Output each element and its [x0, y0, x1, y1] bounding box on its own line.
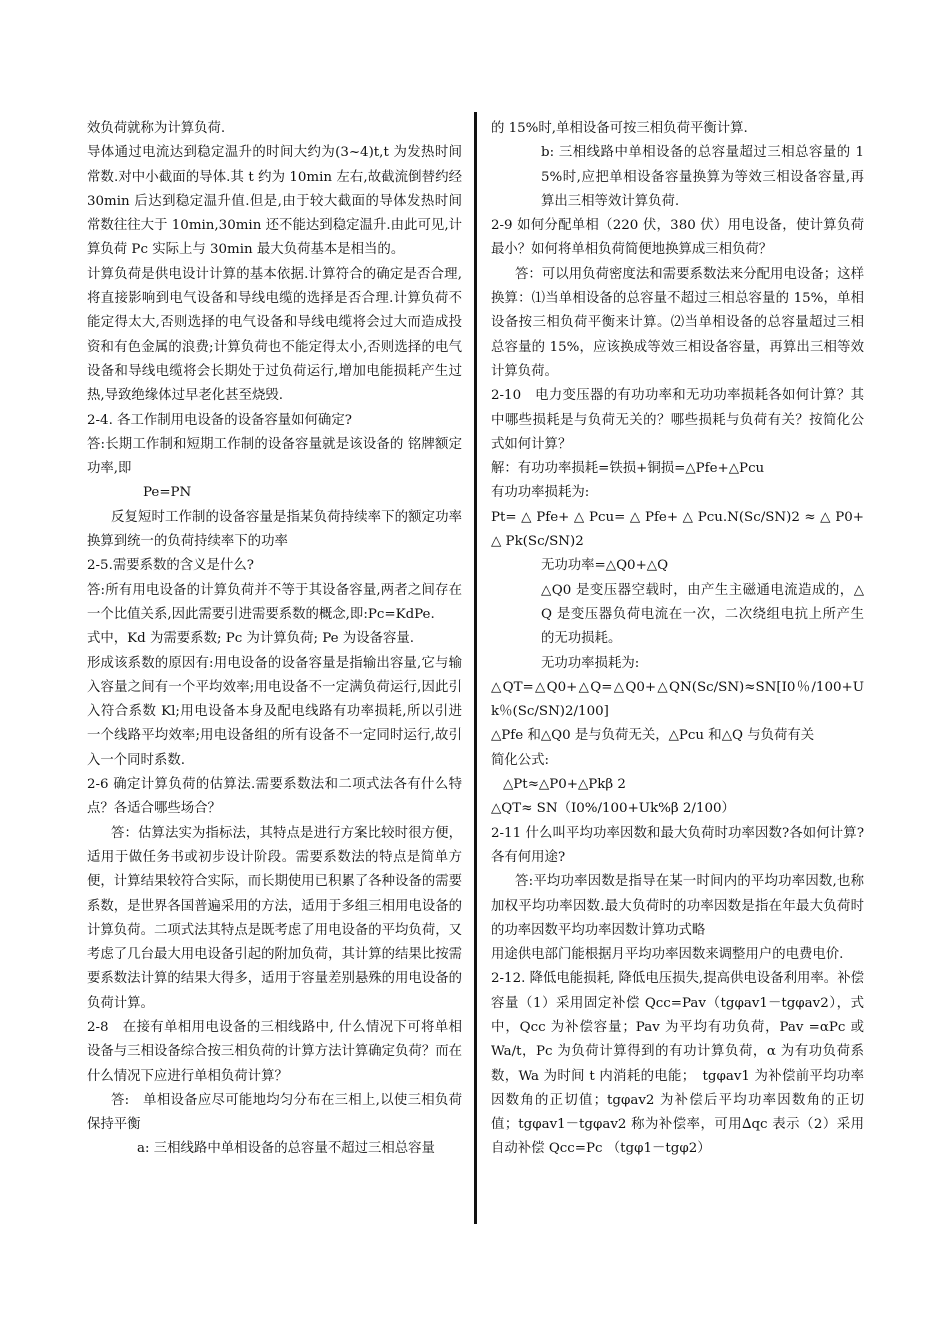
right-column: [491, 117, 864, 1162]
formula: △QT=△Q0+△Q=△Q0+△QN(Sc/SN)≈SN[I0％/100+Uk％(Sc/SN)2/100]: [491, 679, 864, 720]
paragraph: 答:所有用电设备的计算负荷并不等于其设备容量,两者之间存在一个比值关系,因此需要引进需要系数的概念,即:Pc=KdPe.: [87, 582, 462, 622]
paragraph: 的 15%时,单相设备可按三相负荷平衡计算.: [491, 121, 748, 136]
question-heading: 2-6 确定计算负荷的估算法.需要系数法和二项式法各有什么特点？各适合哪些场合？: [87, 777, 462, 817]
paragraph: 形成该系数的原因有:用电设备的设备容量是指输出容量,它与输入容量之间有一个平均效率;用电设备不一定满负荷运行,因此引入符合系数 Kl;用电设备本身及配电线路有功率损耗,所以引进一个线路平均效率;用电设备组的所有设备不一定同时运行,故引入一个同时系数.: [87, 655, 462, 768]
question-heading: 2-4. 各工作制用电设备的设备容量如何确定?: [87, 412, 352, 428]
paragraph: 答: 单相设备应尽可能地均匀分布在三相上,以使三相负荷保持平衡: [87, 1092, 462, 1133]
paragraph: 答:平均功率因数是指导在某一时间内的平均功率因数,也称加权平均功率因数.最大负荷时的功率因数是指在年最大负荷时的功率因数平均功率因数计算功式略: [491, 874, 864, 938]
question-heading: 2-11 什么叫平均功率因数和最大负荷时功率因数?各如何计算?各有何用途?: [491, 825, 864, 865]
paragraph: a: 三相线路中单相设备的总容量不超过三相总容量: [137, 1141, 435, 1157]
paragraph: 有功功率损耗为:: [491, 485, 590, 501]
paragraph: 解：有功功率损耗=铁损+铜损=△Pfe+△Pcu: [491, 461, 765, 477]
paragraph: 导体通过电流达到稳定温升的时间大约为(3~4)t,t 为发热时间常数.对中小截面的导体.其 t 约为 10min 左右,故截流倒替约经 30min 后达到稳定温升值.但是,由于较大截面的导体发热时间常数往往大于 10min,30min 还不能达到稳定温升.由此可见,计算负荷 Pc 实际上与 30min 最大负荷基本是相当的。: [87, 145, 462, 258]
paragraph: 答：可以用负荷密度法和需要系数法来分配用电设备；这样换算：⑴当单相设备的总容量不超过三相总容量的 15%，单相设备按三相负荷平衡来计算。⑵当单相设备的总容量超过三相总容量的 15%，应该换成等效三相设备容量，再算出三相等效计算负荷。: [491, 266, 864, 379]
paragraph: b: 三相线路中单相设备的总容量超过三相总容量的 15%时,应把单相设备容量换算为等效三相设备容量,再算出三相等效计算负荷.: [541, 145, 864, 209]
question-heading: 2-8 在接有单相用电设备的三相线路中, 什么情况下可将单相设备与三相设备综合按三相负荷的计算方法计算确定负荷？而在什么情况下应进行单相负荷计算？: [87, 1019, 462, 1084]
paragraph: 用途供电部门能根据月平均功率因数来调整用户的电费电价.: [491, 947, 844, 963]
paragraph: 反复短时工作制的设备容量是指某负荷持续率下的额定功率换算到统一的负荷持续率下的功率: [87, 509, 462, 550]
paragraph: 答：估算法实为指标法，其特点是进行方案比较时很方便，适用于做任务书或初步设计阶段。需要系数法的特点是简单方便，计算结果较符合实际，而长期使用已积累了各种设备的需要系数，是世界各国普遍采用的方法，适用于多组三相用电设备的计算负荷。二项式法其特点是既考虑了用电设备的平均负荷，又考虑了几台最大用电设备引起的附加负荷，其计算的结果比按需要系数法计算的结果大得多，适用于容量差别悬殊的用电设备的负荷计算。: [87, 825, 462, 1011]
paragraph: △Pfe 和△Q0 是与负荷无关，△Pcu 和△Q 与负荷有关: [491, 728, 815, 744]
paragraph: 效负荷就称为计算负荷.: [87, 121, 226, 136]
question-heading: 2-5.需要系数的含义是什么?: [87, 558, 254, 574]
paragraph: 答:长期工作制和短期工作制的设备容量就是该设备的 铭牌额定功率,即: [87, 436, 462, 477]
paragraph: 简化公式:: [491, 752, 550, 768]
formula: △Pt≈△P0+△Pkβ 2: [503, 777, 626, 793]
formula: Pt= △ Pfe+ △ Pcu= △ Pfe+ △ Pcu.N(Sc/SN)2 ≈ △ P0+ △ Pk(Sc/SN)2: [491, 509, 864, 550]
formula: △QT≈ SN（I0%/100+Uk%β 2/100）: [491, 801, 735, 817]
paragraph: 2-12. 降低电能损耗, 降低电压损失,提高供电设备利用率。补偿容量（1）采用固定补偿 Qcc=Pav（tgφav1－tgφav2），式中，Qcc 为补偿容量；Pav 为平均有功负荷，Pav =αPc 或 Wa/t，Pc 为负荷计算得到的有功计算负荷，α 为有功负荷系数，Wa 为时间 t 内消耗的电能； tgφav1 为补偿前平均功率因数角的正切值；tgφav2 为补偿后平均功率因数角的正切值；tgφav1－tgφav2 称为补偿率，可用∆qc 表示（2）采用自动补偿 Qcc=Pc （tgφ1－tgφ2）: [491, 971, 864, 1157]
question-heading: 2-10 电力变压器的有功功率和无功功率损耗各如何计算？其中哪些损耗是与负荷无关的？哪些损耗与负荷有关？按简化公式如何计算？: [491, 388, 864, 452]
question-heading: 2-9 如何分配单相（220 伏，380 伏）用电设备，使计算负荷最小？如何将单相负荷简便地换算成三相负荷？: [491, 218, 864, 258]
paragraph: 无功功率损耗为:: [541, 655, 640, 671]
left-column: [87, 117, 462, 1162]
column-divider: [474, 112, 477, 1224]
paragraph: △Q0 是变压器空载时，由产生主磁通电流造成的，△Q 是变压器负荷电流在一次，二次绕组电抗上所产生的无功损耗。: [541, 582, 864, 647]
formula: 无功功率=△Q0+△Q: [541, 558, 669, 574]
formula: Pe=PN: [143, 485, 192, 501]
paragraph: 计算负荷是供电设计计算的基本依据.计算符合的确定是否合理,将直接影响到电气设备和导线电缆的选择是否合理.计算负荷不能定得太大,否则选择的电气设备和导线电缆将会过大而造成投资和有色金属的浪费;计算负荷也不能定得太小,否则选择的电气设备和导线电缆将会长期处于过负荷运行,增加电能损耗产生过热,导致绝缘体过早老化甚至烧毁.: [87, 266, 462, 404]
paragraph: 式中，Kd 为需要系数; Pc 为计算负荷; Pe 为设备容量.: [87, 631, 415, 647]
